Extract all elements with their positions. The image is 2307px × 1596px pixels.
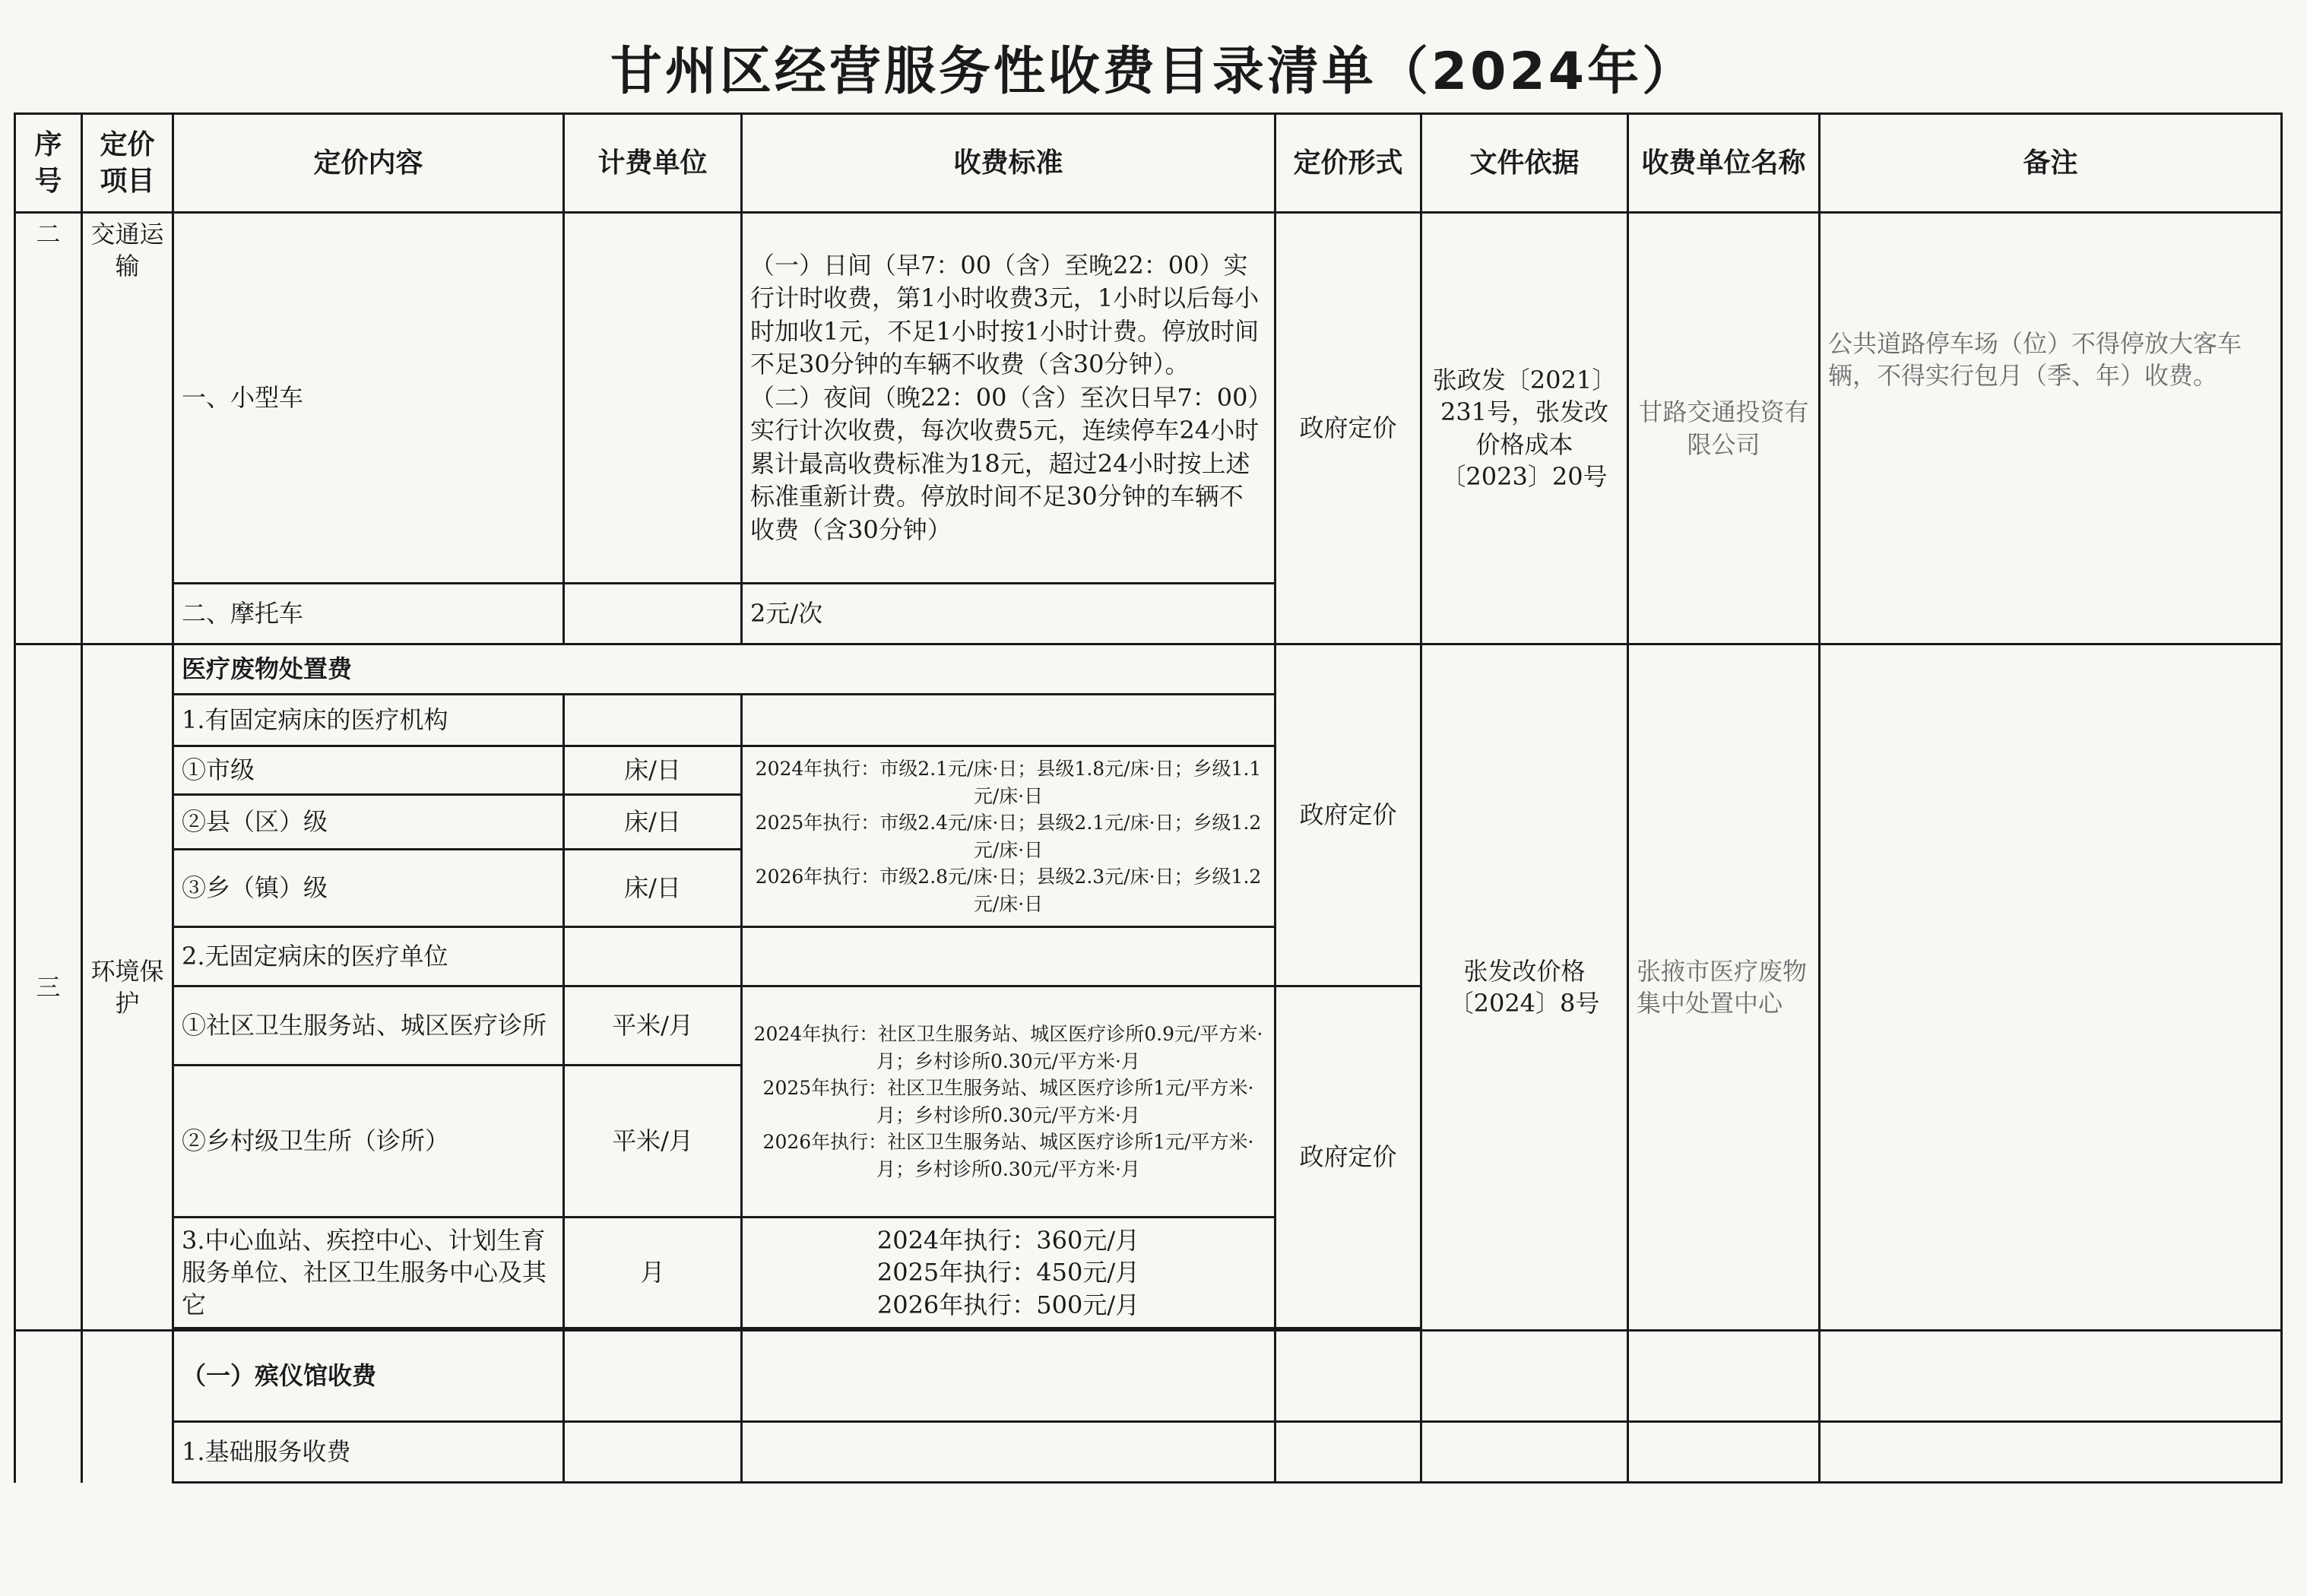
fee-standard <box>742 1422 1276 1483</box>
page-title: 甘州区经营服务性收费目录清单（2024年） <box>610 42 1697 102</box>
billing-unit: 月 <box>564 1218 742 1328</box>
header-cell: 定价内容 <box>173 114 564 213</box>
billing-unit: 平米/月 <box>564 1066 742 1218</box>
document-basis <box>1421 1331 1628 1422</box>
pricing-item: 环境保护 <box>82 644 173 1331</box>
pricing-content: 1.基础服务收费 <box>173 1422 564 1483</box>
pricing-item <box>82 1331 173 1483</box>
fee-standard: （一）日间（早7：00（含）至晚22：00）实行计时收费，第1小时收费3元，1小时以后每小时加收1元，不足1小时按1小时计费。停放时间不足30分钟的车辆不收费（含30分钟）。 （二）夜间（晚22：00（含）至次日早7：00）实行计次收费，每次收费5元，连续停车24小时累计最高收费标准为18元，超过24小时按上述标准重新计费。停放时间不足30分钟的车辆不收费（含30分钟） <box>742 213 1276 584</box>
row-number: 二 <box>15 213 82 644</box>
billing-unit: 床/日 <box>564 795 742 850</box>
payee-name: 甘路交通投资有限公司 <box>1628 213 1820 644</box>
row-number <box>15 1331 82 1483</box>
header-cell: 计费单位 <box>564 114 742 213</box>
pricing-content: ③乡（镇）级 <box>173 850 564 927</box>
payee-name <box>1628 1422 1820 1483</box>
fee-standard: 2024年执行：市级2.1元/床·日；县级1.8元/床·日；乡级1.1元/床·日 2025年执行：市级2.4元/床·日；县级2.1元/床·日；乡级1.2元/床·日 2026年执行：市级2.8元/床·日；县级2.3元/床·日；乡级1.2元/床·日 <box>742 746 1276 927</box>
table-row <box>15 644 2282 695</box>
fee-standard: 2024年执行：360元/月 2025年执行：450元/月 2026年执行：500元/月 <box>742 1218 1276 1328</box>
fee-standard <box>742 695 1276 746</box>
billing-unit <box>564 695 742 746</box>
billing-unit: 平米/月 <box>564 986 742 1066</box>
remark <box>1820 644 2282 1331</box>
pricing-form: 政府定价 <box>1276 986 1421 1328</box>
remark: 公共道路停车场（位）不得停放大客车辆，不得实行包月（季、年）收费。 <box>1820 213 2282 644</box>
billing-unit <box>564 213 742 584</box>
pricing-content: 一、小型车 <box>173 213 564 584</box>
row-number: 三 <box>15 644 82 1331</box>
header-cell: 收费标准 <box>742 114 1276 213</box>
section-heading: 医疗废物处置费 <box>173 644 1276 695</box>
header-cell: 收费单位名称 <box>1628 114 1820 213</box>
header-cell: 文件依据 <box>1421 114 1628 213</box>
pricing-content: 二、摩托车 <box>173 584 564 644</box>
pricing-content: ①社区卫生服务站、城区医疗诊所 <box>173 986 564 1066</box>
pricing-content: 3.中心血站、疾控中心、计划生育服务单位、社区卫生服务中心及其它 <box>173 1218 564 1328</box>
payee-name <box>1628 1331 1820 1422</box>
billing-unit <box>564 1422 742 1483</box>
pricing-content: ②乡村级卫生所（诊所） <box>173 1066 564 1218</box>
pricing-content: 1.有固定病床的医疗机构 <box>173 695 564 746</box>
header-cell: 备注 <box>1820 114 2282 213</box>
billing-unit <box>564 584 742 644</box>
remark <box>1820 1331 2282 1422</box>
section-heading: （一）殡仪馆收费 <box>173 1331 564 1422</box>
pricing-form <box>1276 1422 1421 1483</box>
remark <box>1820 1422 2282 1483</box>
pricing-item: 交通运输 <box>82 213 173 644</box>
pricing-content: ②县（区）级 <box>173 795 564 850</box>
table-row <box>15 1422 2282 1483</box>
document-basis <box>1421 1422 1628 1483</box>
billing-unit <box>564 1331 742 1422</box>
table-row <box>15 1331 2282 1422</box>
pricing-form <box>1276 1331 1421 1422</box>
document-basis: 张发改价格〔2024〕8号 <box>1421 644 1628 1331</box>
payee-name: 张掖市医疗废物集中处置中心 <box>1628 644 1820 1331</box>
pricing-form: 政府定价 <box>1276 213 1421 644</box>
fee-table <box>14 112 2283 1484</box>
fee-standard: 2元/次 <box>742 584 1276 644</box>
fee-table-wrapper <box>14 112 2283 1484</box>
pricing-content: ①市级 <box>173 746 564 795</box>
pricing-form: 政府定价 <box>1276 644 1421 986</box>
table-row <box>15 213 2282 584</box>
fee-standard: 2024年执行：社区卫生服务站、城区医疗诊所0.9元/平方米·月；乡村诊所0.30元/平方米·月 2025年执行：社区卫生服务站、城区医疗诊所1元/平方米·月；乡村诊所0.30元/平方米·月 2026年执行：社区卫生服务站、城区医疗诊所1元/平方米·月；乡村诊所0.30元/平方米·月 <box>742 986 1276 1218</box>
billing-unit: 床/日 <box>564 746 742 795</box>
header-cell: 序号 <box>15 114 82 213</box>
header-cell: 定价项目 <box>82 114 173 213</box>
fee-standard <box>742 1331 1276 1422</box>
billing-unit <box>564 927 742 986</box>
fee-standard <box>742 927 1276 986</box>
pricing-content: 2.无固定病床的医疗单位 <box>173 927 564 986</box>
header-cell: 定价形式 <box>1276 114 1421 213</box>
document-basis: 张政发〔2021〕231号，张发改价格成本〔2023〕20号 <box>1421 213 1628 644</box>
header-row <box>15 114 2282 213</box>
billing-unit: 床/日 <box>564 850 742 927</box>
